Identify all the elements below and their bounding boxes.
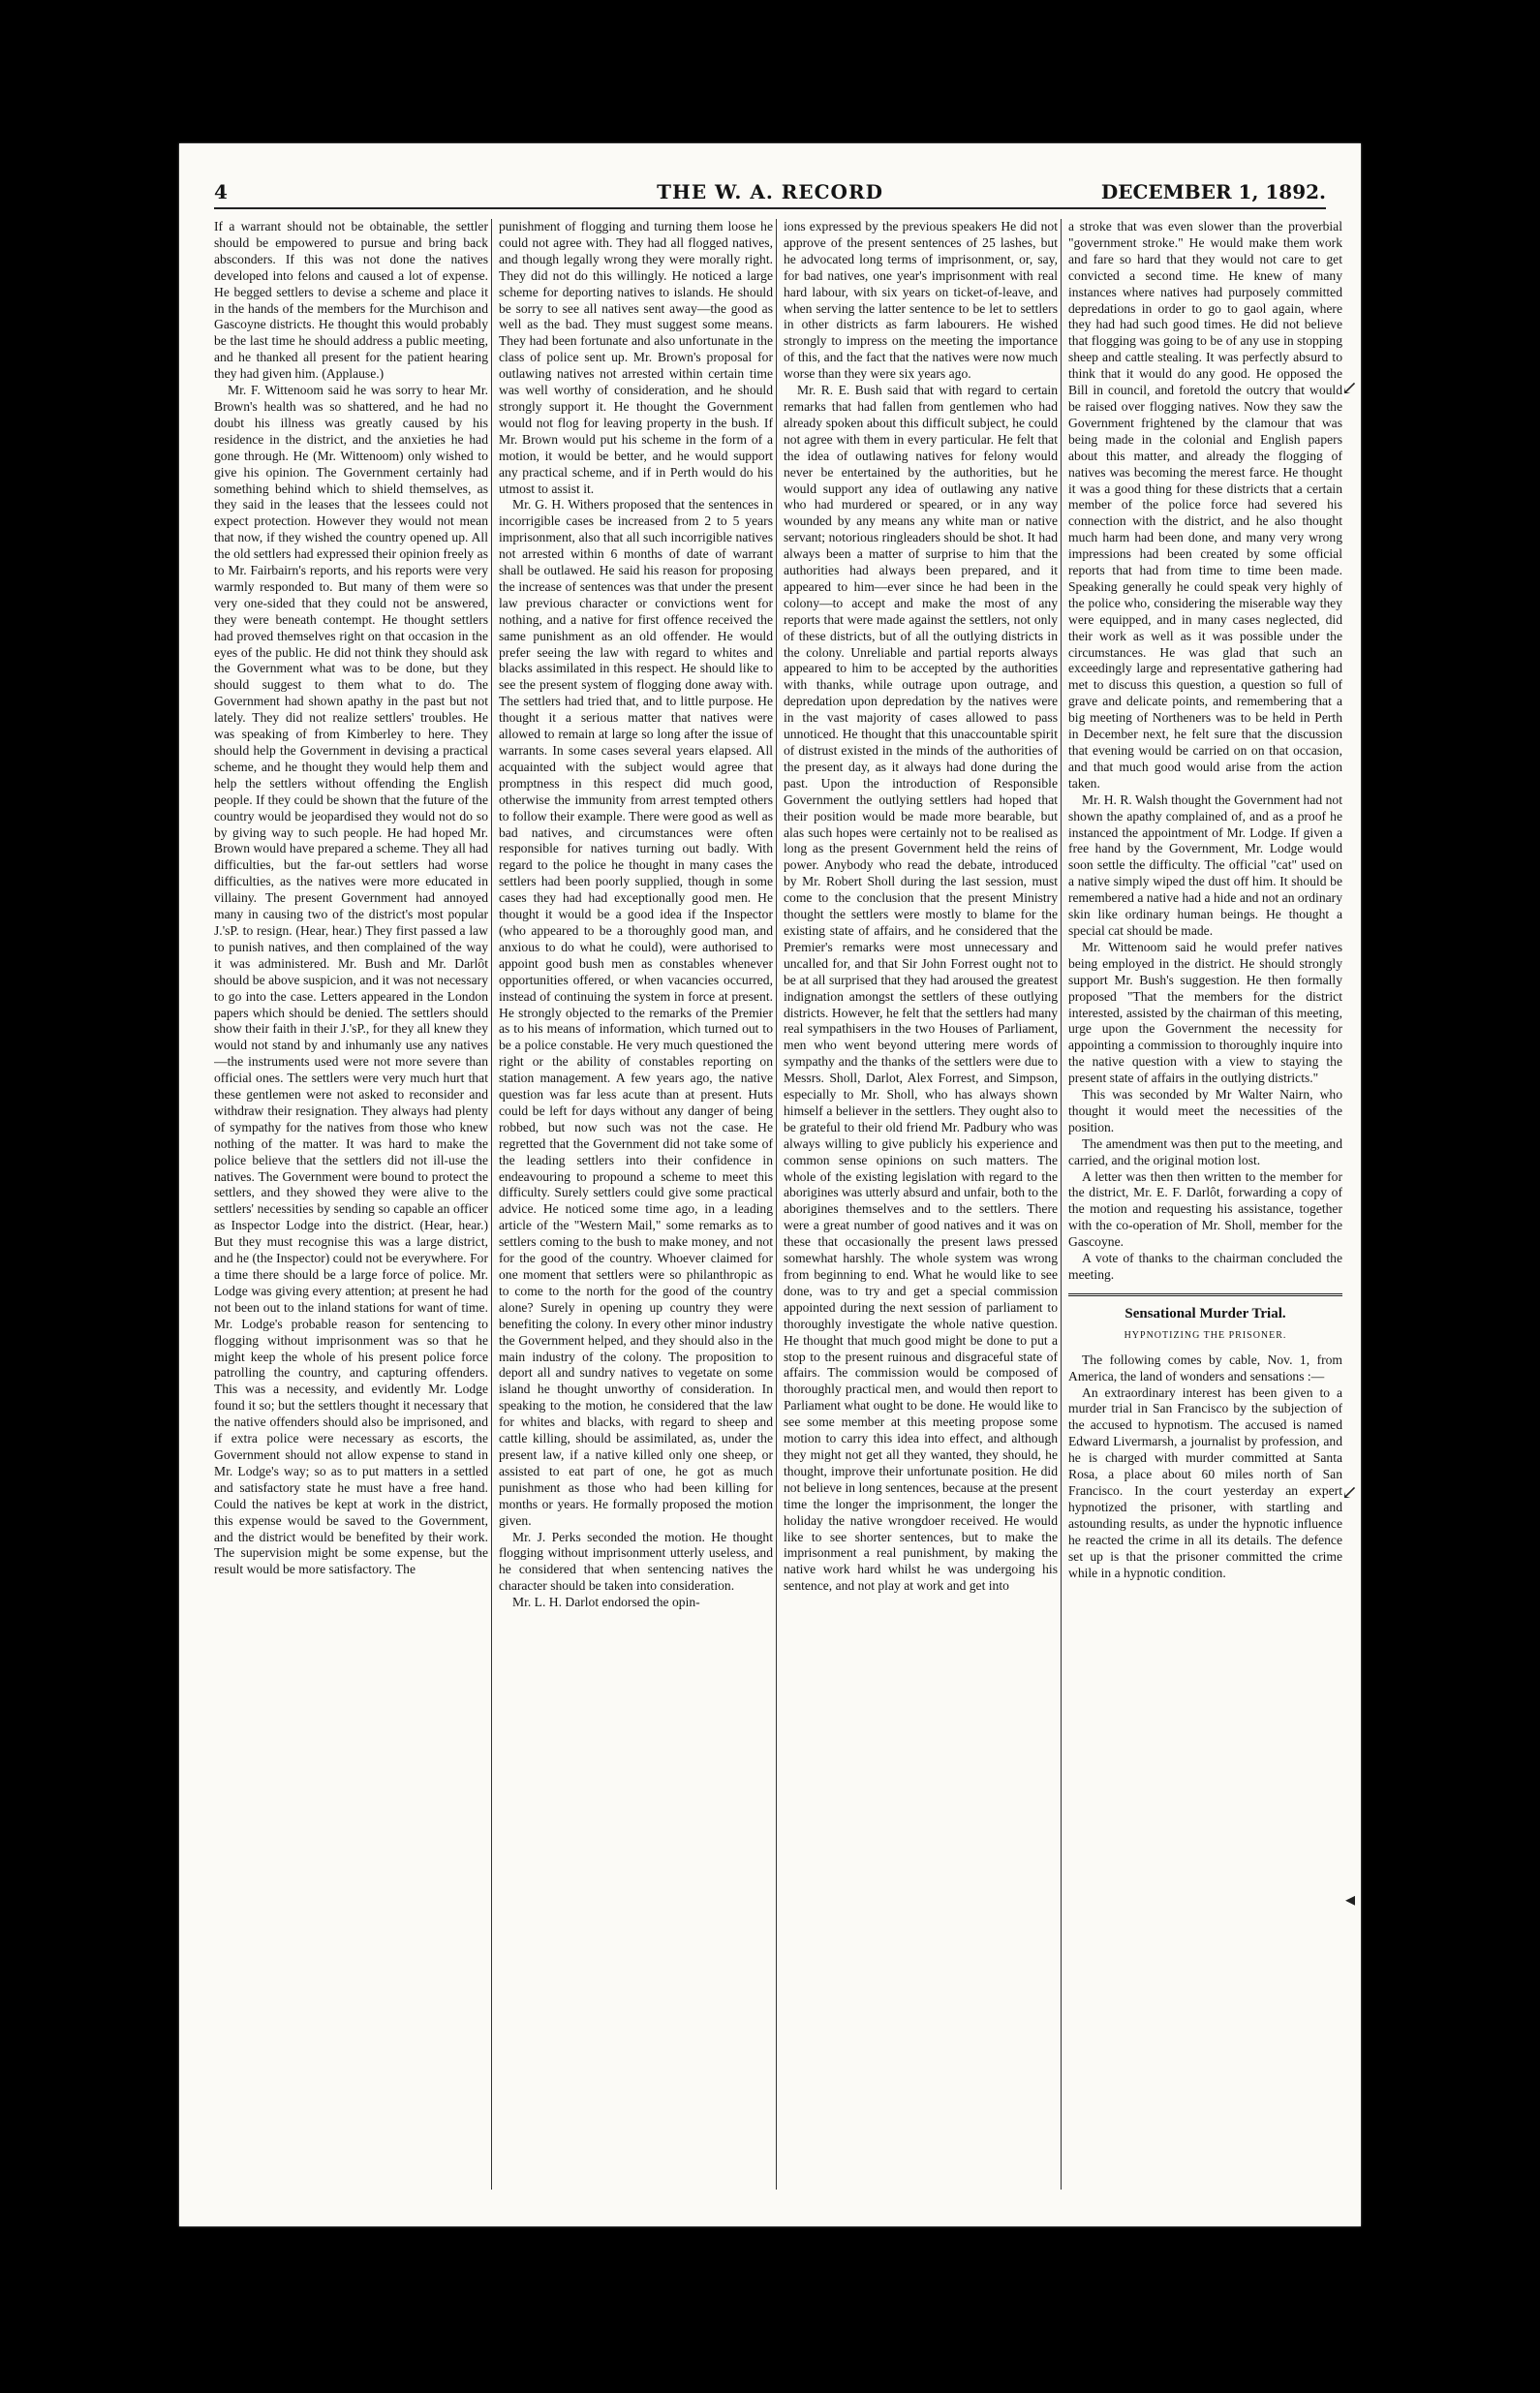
column-4 <box>1068 219 1342 2195</box>
paragraph: Mr. H. R. Walsh thought the Government had not shown the apathy complained of, and as a proof he instanced the appointment of Mr. Lodge. If given a free hand by the Government, Mr. Lodge would soon settle the difficulty. The official "cat" used on a native simply wiped the dust off him. It should be remembered a native had a hide and not an ordinary skin like ordinary human beings. He thought a special cat should be made. <box>1068 792 1342 938</box>
article-headline: Sensational Murder Trial. <box>1124 1305 1286 1321</box>
newspaper-page <box>179 143 1361 2226</box>
column-3 <box>784 219 1058 2195</box>
masthead-rule <box>214 207 1326 209</box>
paragraph: Mr. F. Wittenoom said he was sorry to hear Mr. Brown's health was so shattered, and he had no doubt his illness was greatly caused by his residence in the district, and the anxieties he had gone through. He (Mr. Wittenoom) only wished to give his opinion. The Government certainly had something behind which to shield themselves, as they said in the leases that the lessees could not expect protection. However they would not mean that now, if they wished the country opened up. All the old settlers had expressed their opinion freely as to Mr. Fairbairn's reports, and his reports were very warmly responded to. But many of them were so very one-sided that they could not be answered, they were beneath contempt. He thought settlers had proved themselves right on that occasion in the eyes of the public. He did not think they should ask the Government what was to be done, but they should suggest to them what to do. The Government had shown apathy in the past but not lately. They did not realize settlers' troubles. He was speaking of from Kimberley to here. They should help the Government in devising a practical scheme, and he thought they would help them and help the settlers without offending the English people. If they could be shown that the future of the country would be jeopardised they would not do so by giving way to such people. He had hoped Mr. Brown would have prepared a scheme. They all had difficulties, but the far-out settlers had worse difficulties, as the natives were more educated in villainy. The present Government had annoyed many in causing two of the district's most popular J.'sP. to resign. (Hear, hear.) They first passed a law to punish natives, and then complained of the way it was administered. Mr. Bush and Mr. Darlôt should be above suspicion, and it was not necessary to go into the case. Letters appeared in the London papers which should be denied. The settlers should show their faith in their J.'sP., for they all knew they would not stand by and inhumanly use any natives—the instruments used were not more severe than official ones. The settlers were very much hurt that these gentlemen were not asked to reconsider and withdraw their resignation. They always had plenty of sympathy for the natives from those who knew nothing of the matter. It was hard to make the police believe that the settlers did not ill-use the natives. The Government were bound to protect the settlers, and they showed they were alive to the settlers' necessities by sending so capable an officer as Inspector Lodge into the district. (Hear, hear.) But they must recognise this was a large district, and he (the Inspector) could not be everywhere. For a time there should be a large force of police. Mr. Lodge was giving every attention; at present he had not been out to the inland stations for want of time. Mr. Lodge's probable reason for sentencing to flogging without imprisonment was so that he might keep the whole of his present police force patrolling the country, and capturing offenders. This was a necessity, and evidently Mr. Lodge found it so; but the settlers thought it necessary that the native offenders should also be imprisoned, and if extra police were necessary as escorts, the Government should not allow expense to stand in Mr. Lodge's way; so as to put matters in a settled and satisfactory state he must have a free hand. Could the natives be kept at work in the district, this expense would be saved to the Government, and the district would be benefited by their work. The supervision might be some expense, but the result would be more satisfactory. The <box>214 383 488 1577</box>
column-2 <box>499 219 773 2195</box>
paragraph: Mr. J. Perks seconded the motion. He thought flogging without imprisonment utterly useless, and he considered that when sentencing natives the character should be taken into consideration. <box>499 1529 773 1594</box>
issue-date: DECEMBER 1, 1892. <box>1100 180 1326 203</box>
column-rule <box>491 219 492 2190</box>
margin-mark: ↙ <box>1341 376 1358 399</box>
paragraph: A letter was then then written to the member for the district, Mr. E. F. Darlôt, forwarding a copy of the motion and requesting his assistance, together with the co-operation of Mr. Sholl, member for the Gascoyne. <box>1068 1168 1342 1250</box>
paragraph: Mr. Wittenoom said he would prefer natives being employed in the district. He should strongly support Mr. Bush's suggestion. He then formally proposed "That the members for the district interested, assisted by the chairman of this meeting, urge upon the Government the necessity for appointing a commission to thoroughly inquire into the native question with a view to staying the present state of affairs in the outlying districts." <box>1068 939 1342 1086</box>
margin-mark: ◂ <box>1345 1887 1356 1911</box>
page-number: 4 <box>214 180 228 203</box>
paragraph: punishment of flogging and turning them loose he could not agree with. They had all flogged natives, and though legally wrong they were morally right. They did not do this willingly. He noticed a large scheme for deporting natives to islands. He should be sorry to see all natives sent away—the good as well as the bad. They must suggest some means. They had been fortunate and also unfortunate in the class of police sent up. Mr. Brown's proposal for outlawing natives not arrested within certain time was well worthy of consideration, and he should strongly support it. He thought the Government would not flog for leaving property in the bush. If Mr. Brown would put his scheme in the form of a motion, it would be better, and he would support any practical scheme, and if in Perth would do his utmost to assist it. <box>499 219 773 496</box>
paragraph: Mr. L. H. Darlot endorsed the opin- <box>512 1595 700 1610</box>
margin-mark: ↙ <box>1341 1480 1358 1504</box>
paragraph: The following comes by cable, Nov. 1, from America, the land of wonders and sensations :— <box>1068 1352 1342 1383</box>
paragraph: a stroke that was even slower than the proverbial "government stroke." He would make them work and fare so hard that they would not care to get convicted a second time. He knew of many instances where natives had purposely committed depredations in order to go to gaol again, where they had had such good times. He did not believe that flogging was going to be of any use in stopping sheep and cattle stealing. It was perfectly absurd to think that it would do any good. He opposed the Bill in council, and foretold the outcry that would be raised over flogging natives. Now they saw the Government frightened by the clamour that was being made in the colonial and English papers about this matter, and already the flogging of natives was becoming the merest farce. He thought it was a good thing for these districts that a certain member of the police force had severed his connection with the district, and he also thought much harm had been done, and many very wrong impressions had been created by some official reports that had from time to time been made. Speaking generally he could speak very highly of the police who, considering the miserable way they were equipped, and in many cases neglected, did their work as well as it was possible under the circumstances. He was glad that such an exceedingly large and representative gathering had met to discuss this question, a question so full of grave and delicate points, and remembering that a big meeting of Northeners was to be held in Perth in December next, he felt sure that the discussion that evening would be carried on on that occasion, and that much good would arise from the action taken. <box>1068 219 1342 791</box>
paragraph: Mr. G. H. Withers proposed that the sentences in incorrigible cases be increased from 2 to 5 years imprisonment, also that all such incorrigible natives not arrested within 6 months of date of warrant shall be outlawed. He said his reason for proposing the increase of sentences was that under the present law previous character or convictions went for nothing, and a native for first offence received the same punishment as an old offender. He would prefer seeing the law with regard to whites and blacks assimilated in this respect. He should like to see the present system of flogging done away with. The settlers had tried that, and to little purpose. He thought it a serious matter that natives were allowed to remain at large so long after the issue of warrants. In some cases several years elapsed. All acquainted with the subject would agree that promptness in this respect did much good, otherwise the immunity from arrest tempted others to follow their example. There were good as well as bad natives, and circumstances were often responsible for natives turning out badly. With regard to the police he thought in many cases the settlers had been poorly supplied, though in some cases they had had exceptionally good men. He thought it would be a good idea if the Inspector (who appeared to be a thoroughly good man, and anxious to do what he could), were authorised to appoint good bush men as constables whenever opportunities offered, or when vacancies occurred, instead of continuing the system in force at present. He strongly objected to the remarks of the Premier as to his means of information, which turned out to be a police constable. He very much questioned the right or the ability of constables reporting on station management. A few years ago, the native question was far less acute than at present. Huts could be left for days without any danger of being robbed, but now such was not the case. He regretted that the Government did not take some of the leading settlers into their confidence in endeavouring to propound a scheme to meet this difficulty. Surely settlers could give some practical advice. He noticed some time ago, in a leading article of the "Western Mail," some remarks as to settlers coming to the bush to make money, and not for the good of the country. Whoever claimed for one moment that settlers were so philanthropic as to come to the north for the good of the country alone? Surely in opening up country they were benefiting the colony. In every other minor industry the Government helped, and they should also in the main industry of the colony. The proposition to deport all and sundry natives to vegetate on some island he thought unworthy of consideration. In speaking to the motion, he considered that the law for whites and blacks, with regard to sheep and cattle killing, should be assimilated, as, under the present law, if a native killed only one sheep, or assisted to eat part of one, he got as much punishment as those who had been killing for months or years. He formally proposed the motion given. <box>499 497 773 1528</box>
paragraph: ions expressed by the previous speakers He did not approve of the present sentences of 25 lashes, but he advocated long terms of imprisonment, or, say, for bad natives, one year's imprisonment with real hard labour, with six years on ticket-of-leave, and when serving the latter sentence to be let to settlers in other districts as farm labourers. He wished strongly to impress on the meeting the importance of this, and the fact that the natives were now much worse than they were six years ago. <box>784 219 1058 382</box>
paragraph: The amendment was then put to the meeting, and carried, and the original motion lost. <box>1068 1135 1342 1167</box>
paragraph: An extraordinary interest has been given to a murder trial in San Francisco by the subjection of the accused to hypnotism. The accused is named Edward Livermarsh, a journalist by profession, and he is charged with murder committed at Santa Rosa, a place about 60 miles north of San Francisco. In the court yesterday an expert hypnotized the prisoner, with startling and astounding results, as under the hypnotic influence he reacted the crime in all its details. The defence set up is that the prisoner committed the crime while in a hypnotic condition. <box>1068 1384 1342 1580</box>
article-subheadline: HYPNOTIZING THE PRISONER. <box>1124 1329 1287 1341</box>
masthead <box>214 180 1326 209</box>
paragraph: This was seconded by Mr Walter Nairn, who thought it would meet the necessities of the position. <box>1068 1087 1342 1134</box>
column-rule <box>1061 219 1062 2190</box>
paragraph: If a warrant should not be obtainable, the settler should be empowered to pursue and bring back absconders. If this was not done the natives developed into felons and caused a lot of expense. He begged settlers to devise a scheme and place it in the hands of the members for the Murchison and Gascoyne districts. He thought this would probably be the last time he should address a public meeting, and he thanked all present for the patient hearing they had given him. (Applause.) <box>214 219 488 382</box>
column-1 <box>214 219 488 2195</box>
newspaper-title: THE W. A. RECORD <box>657 180 883 203</box>
article-divider <box>1068 1293 1342 1296</box>
paragraph: Mr. R. E. Bush said that with regard to certain remarks that had fallen from gentlemen who had already spoken about this difficult subject, he could not agree with them in every particular. He felt that the idea of outlawing natives for felony would never be entertained by the authorities, but he would support any idea of outlawing any native who had murdered or speared, or in any way wounded by any means any white man or native servant; notorious ringleaders should be shot. It had always been a matter of surprise to him that the authorities had always been prepared, and it appeared to him—ever since he had been in the colony—to accept and make the most of any reports that were made against the settlers, not only of these districts, but of all the outlying districts in the colony. Unreliable and partial reports always appeared to him to be accepted by the authorities with thanks, while outrage upon outrage, and depredation upon depredation by the natives were in the vast majority of cases allowed to pass unnoticed. He thought that this unaccountable spirit of distrust existed in the minds of the authorities of the present day, as it always had done during the past. Upon the introduction of Responsible Government the outlying settlers had hoped that their position would be made more bearable, but alas such hopes were certainly not to be realised as long as the present Government held the reins of power. Anybody who read the debate, introduced by Mr. Robert Sholl during the last session, must come to the conclusion that the present Ministry thought the settlers were mostly to blame for the existing state of affairs, and he considered that the Premier's remarks were most unnecessary and uncalled for, and that Sir John Forrest ought not to be at all surprised that they had aroused the greatest indignation amongst the settlers of these outlying districts. However, he felt that the settlers had many real sympathisers in the two Houses of Parliament, men who went beyond uttering mere words of sympathy and the thanks of the settlers were due to Messrs. Sholl, Darlot, Alex Forrest, and Simpson, especially to Mr. Sholl, who has always shown himself a believer in the settlers. They ought also to be grateful to their old friend Mr. Padbury who was always willing to give publicly his experience and common sense opinions on such matters. The whole of the existing legislation with regard to the aborigines was utterly absurd and unfair, both to the aborigines themselves and to the settlers. There were a great number of good natives and it was on these that occasionally the present laws pressed somewhat harshly. The whole system was wrong from beginning to end. What he would like to see done, was to try and get a special commission appointed during the next session of parliament to thoroughly investigate the whole native question. He thought that much good might be done to put a stop to the present ruinous and disgraceful state of affairs. The commission would be composed of thoroughly practical men, and would then report to Parliament what ought to be done. He would like to see some member at this meeting propose some motion to carry this idea into effect, and although they might not get all they wanted, they should, he thought, improve their unfortunate position. He did not believe in long sentences, because at the present time the longer the imprisonment, the longer the holiday the native wrongdoer received. He would like to see shorter sentences, but to make the imprisonment a real punishment, by making the native work hard whilst he was undergoing his sentence, and not play at work and get into <box>784 383 1058 1594</box>
paragraph: A vote of thanks to the chairman concluded the meeting. <box>1068 1251 1342 1282</box>
column-rule <box>776 219 777 2190</box>
